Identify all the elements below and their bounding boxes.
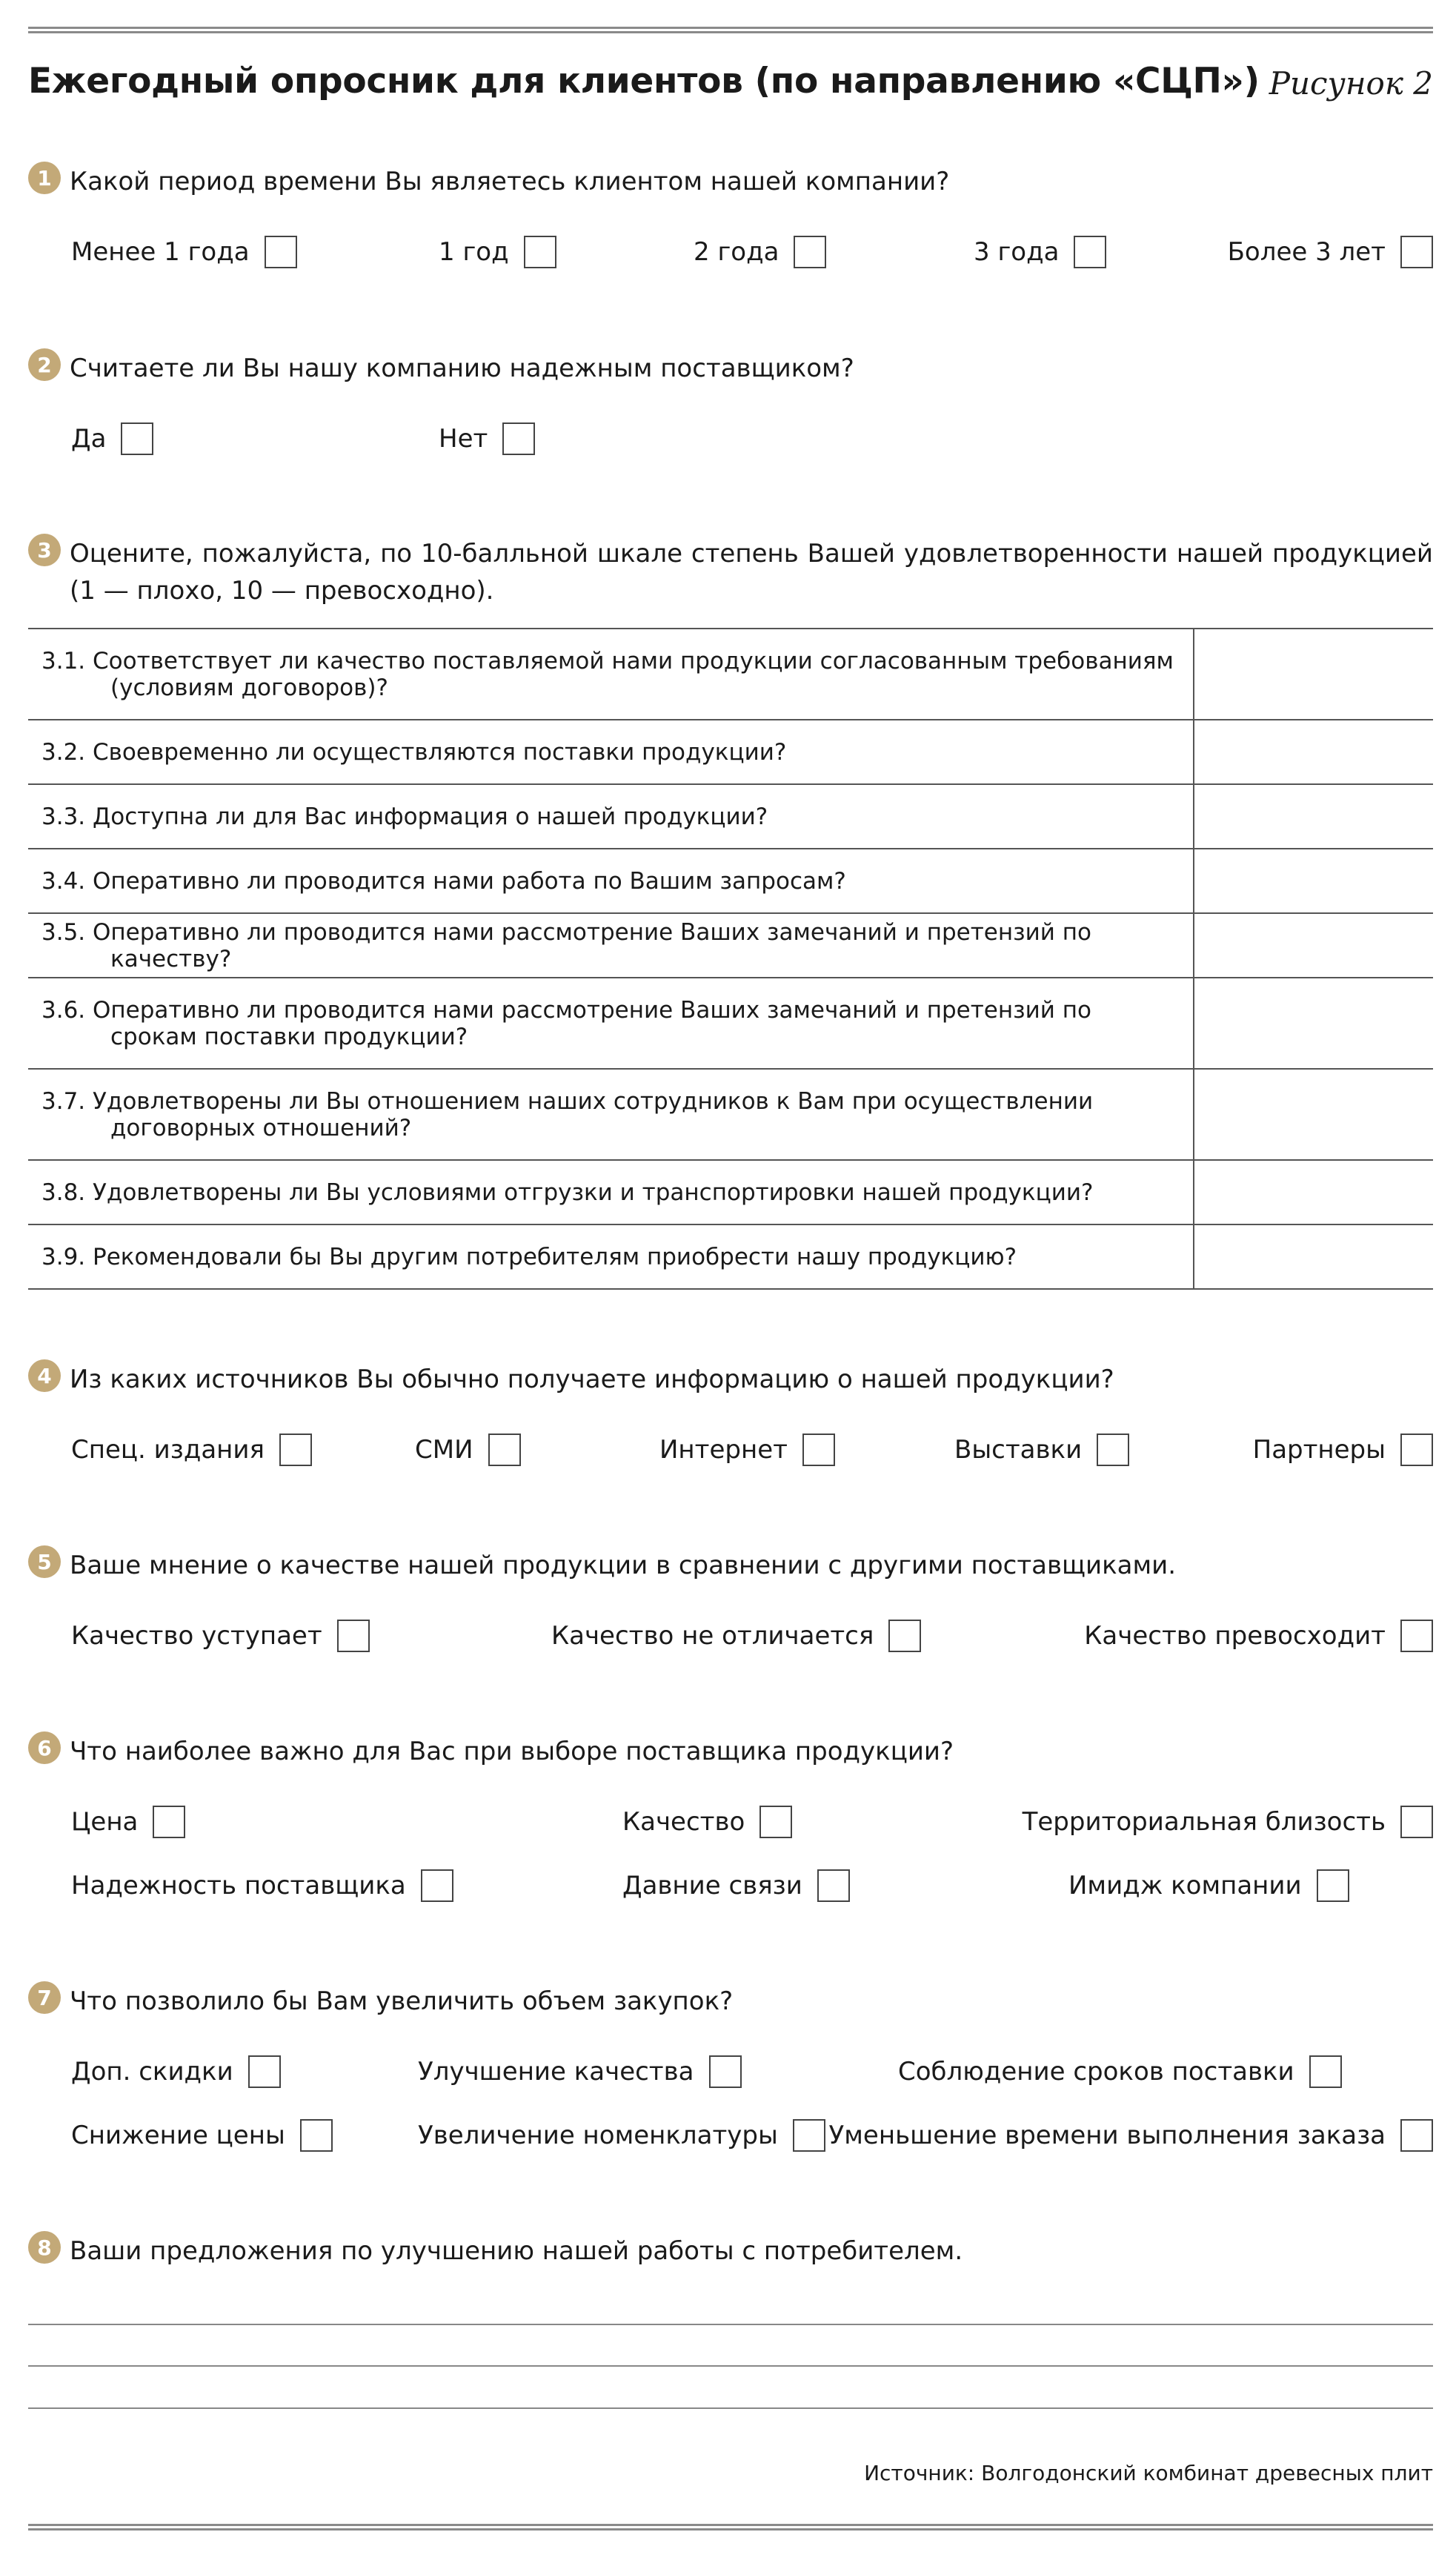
option-q5-same[interactable] <box>551 1620 921 1652</box>
option-q7-lower-price[interactable] <box>71 2119 333 2152</box>
option-q4-special-editions[interactable] <box>71 1434 312 1466</box>
rating-row <box>28 1069 1433 1160</box>
checkbox[interactable] <box>248 2055 281 2088</box>
rating-row <box>28 629 1433 720</box>
checkbox[interactable] <box>502 422 535 455</box>
rating-answer-cell[interactable] <box>1194 1069 1433 1160</box>
rating-row <box>28 849 1433 913</box>
question-number-badge: 5 <box>28 1545 61 1578</box>
rating-question: 3.1. Соответствует ли качество поставляемой нами продукции согласованным требованиям (условиям договоров)? <box>28 629 1194 720</box>
question-text: Из каких источников Вы обычно получаете информацию о нашей продукции? <box>70 1365 1114 1394</box>
option-q1-3-years[interactable] <box>974 236 1106 268</box>
option-label: Территориальная близость <box>1022 1807 1386 1837</box>
rating-question: 3.2. Своевременно ли осуществляются поставки продукции? <box>28 720 1194 784</box>
option-label: Более 3 лет <box>1227 237 1386 267</box>
option-q6-quality[interactable] <box>622 1806 792 1838</box>
option-label: Спец. издания <box>71 1435 265 1465</box>
option-label: Улучшение качества <box>418 2057 694 2087</box>
option-q6-proximity[interactable] <box>1023 1806 1433 1838</box>
rating-answer-cell[interactable] <box>1194 978 1433 1069</box>
question-number-badge: 8 <box>28 2231 61 2264</box>
option-q4-internet[interactable] <box>659 1434 835 1466</box>
option-q2-yes[interactable] <box>71 422 153 455</box>
option-label: Давние связи <box>622 1871 802 1900</box>
questionnaire-page <box>28 0 1433 2552</box>
option-label: Уменьшение времени выполнения заказа <box>828 2121 1386 2150</box>
checkbox[interactable] <box>802 1434 835 1466</box>
checkbox[interactable] <box>1309 2055 1342 2088</box>
option-q7-deadlines[interactable] <box>898 2055 1342 2088</box>
checkbox[interactable] <box>265 236 297 268</box>
question-text: Что наиболее важно для Вас при выборе поставщика продукции? <box>70 1737 954 1766</box>
top-double-rule <box>28 27 1433 33</box>
checkbox[interactable] <box>1400 1620 1433 1652</box>
option-label: Доп. скидки <box>71 2057 233 2087</box>
option-label: СМИ <box>415 1435 473 1465</box>
figure-label: Рисунок 2 <box>1269 65 1433 102</box>
rating-row <box>28 913 1433 978</box>
question-number-badge: 3 <box>28 534 61 566</box>
option-label: 2 года <box>694 237 779 267</box>
checkbox[interactable] <box>1400 2119 1433 2152</box>
question-text: Что позволило бы Вам увеличить объем закупок? <box>70 1986 734 2016</box>
option-label: 1 год <box>439 237 509 267</box>
rating-answer-cell[interactable] <box>1194 913 1433 978</box>
checkbox[interactable] <box>793 2119 825 2152</box>
question-number-badge: 7 <box>28 1981 61 2014</box>
option-label: Выставки <box>954 1435 1083 1465</box>
option-label: Имидж компании <box>1068 1871 1302 1900</box>
option-q6-long-ties[interactable] <box>622 1869 850 1902</box>
option-q1-less-1-year[interactable] <box>71 236 297 268</box>
checkbox[interactable] <box>1097 1434 1129 1466</box>
question-text: Какой период времени Вы являетесь клиентом нашей компании? <box>70 167 950 196</box>
option-label: Цена <box>71 1807 139 1837</box>
checkbox[interactable] <box>1400 236 1433 268</box>
question-text: Ваши предложения по улучшению нашей работы с потребителем. <box>70 2236 963 2266</box>
answer-line[interactable] <box>28 2407 1433 2409</box>
rating-row <box>28 1160 1433 1224</box>
rating-question: 3.7. Удовлетворены ли Вы отношением наших сотрудников к Вам при осуществлении договорных отношений? <box>28 1069 1194 1160</box>
checkbox[interactable] <box>488 1434 521 1466</box>
option-q2-no[interactable] <box>439 422 535 455</box>
checkbox[interactable] <box>421 1869 453 1902</box>
rating-row <box>28 978 1433 1069</box>
checkbox[interactable] <box>709 2055 742 2088</box>
checkbox[interactable] <box>817 1869 850 1902</box>
page-title: Ежегодный опросник для клиентов (по направлению «СЦП») <box>28 61 1260 102</box>
option-label: Надежность поставщика <box>71 1871 406 1900</box>
question-number-badge: 6 <box>28 1731 61 1764</box>
checkbox[interactable] <box>1400 1434 1433 1466</box>
rating-answer-cell[interactable] <box>1194 1224 1433 1289</box>
option-label: Менее 1 года <box>71 237 250 267</box>
option-label: Соблюдение сроков поставки <box>898 2057 1294 2087</box>
rating-row <box>28 1224 1433 1289</box>
checkbox[interactable] <box>888 1620 921 1652</box>
rating-question: 3.9. Рекомендовали бы Вы другим потребителям приобрести нашу продукцию? <box>28 1224 1194 1289</box>
checkbox[interactable] <box>337 1620 370 1652</box>
question-text: Ваше мнение о качестве нашей продукции в сравнении с другими поставщиками. <box>70 1551 1177 1580</box>
option-q6-reliability[interactable] <box>71 1869 453 1902</box>
rating-answer-cell[interactable] <box>1194 784 1433 849</box>
source-note: Источник: Волгодонский комбинат древесных плит <box>864 2461 1433 2485</box>
question-number-badge: 1 <box>28 162 61 194</box>
answer-line[interactable] <box>28 2365 1433 2367</box>
checkbox[interactable] <box>1074 236 1106 268</box>
checkbox[interactable] <box>300 2119 333 2152</box>
rating-question: 3.3. Доступна ли для Вас информация о нашей продукции? <box>28 784 1194 849</box>
option-q6-image[interactable] <box>1068 1869 1349 1902</box>
question-number-badge: 4 <box>28 1359 61 1392</box>
answer-line[interactable] <box>28 2324 1433 2325</box>
rating-answer-cell[interactable] <box>1194 1160 1433 1224</box>
option-q1-1-year[interactable] <box>439 236 556 268</box>
checkbox[interactable] <box>794 236 826 268</box>
checkbox[interactable] <box>1400 1806 1433 1838</box>
option-label: Снижение цены <box>71 2121 285 2150</box>
option-label: Качество <box>622 1807 745 1837</box>
rating-question: 3.8. Удовлетворены ли Вы условиями отгрузки и транспортировки нашей продукции? <box>28 1160 1194 1224</box>
option-q4-exhibitions[interactable] <box>954 1434 1129 1466</box>
option-label: Да <box>71 424 107 454</box>
checkbox[interactable] <box>1317 1869 1349 1902</box>
option-label: 3 года <box>974 237 1060 267</box>
option-q4-partners[interactable] <box>1253 1434 1433 1466</box>
option-q1-more-3-years[interactable] <box>1228 236 1433 268</box>
option-q5-inferior[interactable] <box>71 1620 370 1652</box>
rating-question: 3.6. Оперативно ли проводится нами рассмотрение Ваших замечаний и претензий по срокам поставки продукции? <box>28 978 1194 1069</box>
checkbox[interactable] <box>524 236 556 268</box>
option-label: Партнеры <box>1252 1435 1386 1465</box>
question-text: Оцените, пожалуйста, по 10-балльной шкале степень Вашей удовлетворенности нашей продукцией (1 — плохо, 10 — превосходно). <box>70 539 1433 606</box>
rating-answer-cell[interactable] <box>1194 849 1433 913</box>
rating-answer-cell[interactable] <box>1194 720 1433 784</box>
option-label: Качество не отличается <box>551 1621 874 1651</box>
option-label: Качество превосходит <box>1084 1621 1386 1651</box>
rating-question: 3.4. Оперативно ли проводится нами работа по Вашим запросам? <box>28 849 1194 913</box>
option-q7-quality-improvement[interactable] <box>418 2055 742 2088</box>
rating-answer-cell[interactable] <box>1194 629 1433 720</box>
option-q4-media[interactable] <box>415 1434 521 1466</box>
option-q7-faster-orders[interactable] <box>829 2119 1433 2152</box>
rating-row <box>28 784 1433 849</box>
rating-row <box>28 720 1433 784</box>
question-text: Считаете ли Вы нашу компанию надежным поставщиком? <box>70 354 854 383</box>
option-q7-discounts[interactable] <box>71 2055 281 2088</box>
option-label: Увеличение номенклатуры <box>418 2121 778 2150</box>
checkbox[interactable] <box>153 1806 185 1838</box>
option-q7-more-range[interactable] <box>418 2119 825 2152</box>
option-label: Качество уступает <box>71 1621 322 1651</box>
rating-table <box>28 628 1433 1290</box>
option-label: Нет <box>439 424 488 454</box>
question-number-badge: 2 <box>28 348 61 381</box>
bottom-double-rule <box>28 2524 1433 2531</box>
option-q1-2-years[interactable] <box>694 236 826 268</box>
option-q5-superior[interactable] <box>1084 1620 1433 1652</box>
checkbox[interactable] <box>759 1806 792 1838</box>
checkbox[interactable] <box>121 422 153 455</box>
option-q6-price[interactable] <box>71 1806 185 1838</box>
option-label: Интернет <box>659 1435 788 1465</box>
rating-question: 3.5. Оперативно ли проводится нами рассмотрение Ваших замечаний и претензий по качеству? <box>28 913 1194 978</box>
checkbox[interactable] <box>279 1434 312 1466</box>
